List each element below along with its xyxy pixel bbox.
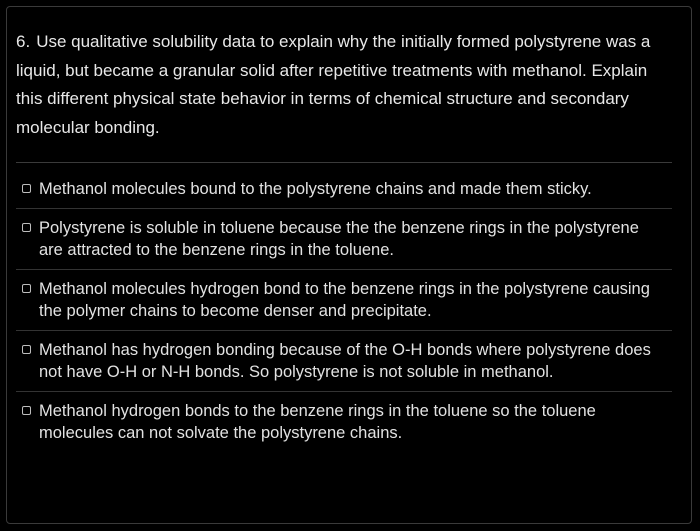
question-prompt (16, 28, 666, 142)
question-number: 6. (16, 32, 31, 51)
checkbox-icon[interactable] (22, 284, 31, 293)
question-text: Use qualitative solubility data to explain why the initially formed polystyrene was a liquid, but became a granular solid after repetitive treatments with methanol. Explain this different physical state behavior in terms of chemical structure and secondary molecular bonding. (16, 32, 651, 137)
answer-option-5[interactable] (16, 392, 672, 452)
answer-option-label: Methanol hydrogen bonds to the benzene rings in the toluene so the toluene molecules can not solvate the polystyrene chains. (39, 402, 596, 442)
checkbox-icon[interactable] (22, 345, 31, 354)
answer-option-4[interactable] (16, 331, 672, 392)
answer-option-label: Methanol molecules bound to the polystyrene chains and made them sticky. (39, 180, 592, 198)
checkbox-icon[interactable] (22, 184, 31, 193)
checkbox-icon[interactable] (22, 406, 31, 415)
divider (16, 162, 672, 163)
answer-options (16, 170, 672, 452)
checkbox-icon[interactable] (22, 223, 31, 232)
answer-option-label: Methanol has hydrogen bonding because of the O-H bonds where polystyrene does not have O-H or N-H bonds. So polystyrene is not soluble in methanol. (39, 341, 651, 381)
answer-option-label: Polystyrene is soluble in toluene because the the benzene rings in the polystyrene are attracted to the benzene rings in the toluene. (39, 219, 639, 259)
answer-option-1[interactable] (16, 170, 672, 209)
answer-option-3[interactable] (16, 270, 672, 331)
answer-option-2[interactable] (16, 209, 672, 270)
answer-option-label: Methanol molecules hydrogen bond to the benzene rings in the polystyrene causing the polymer chains to become denser and precipitate. (39, 280, 650, 320)
